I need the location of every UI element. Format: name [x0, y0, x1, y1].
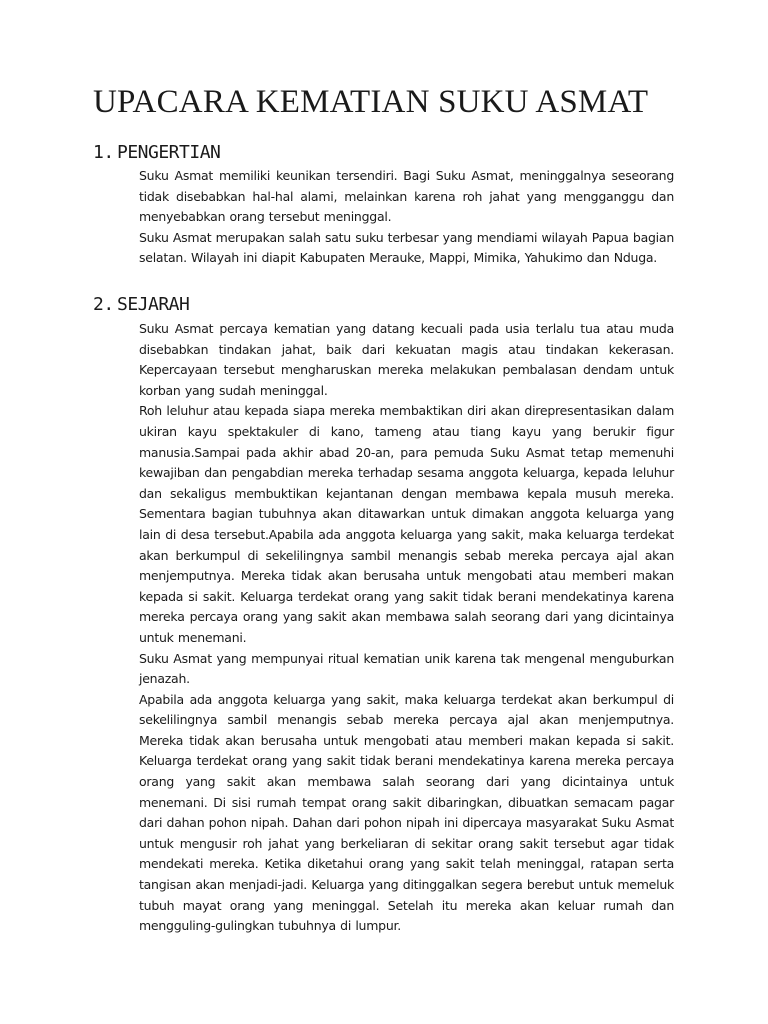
section-heading-pengertian — [93, 142, 220, 163]
section-title: PENGERTIAN — [117, 142, 221, 163]
paragraph: Suku Asmat percaya kematian yang datang kecuali pada usia terlalu tua atau muda disebabkan tindakan jahat, baik dari kekuatan magis atau tindakan kekerasan. Kepercayaan tersebut mengharuskan mereka melakukan pembalasan dendam untuk korban yang sudah meninggal. — [139, 321, 674, 398]
paragraph: Suku Asmat memiliki keunikan tersendiri. Bagi Suku Asmat, meninggalnya seseorang tidak disebabkan hal-hal alami, melainkan karena roh jahat yang mengganggu dan menyebabkan orang tersebut meninggal. — [139, 168, 674, 225]
section-heading-sejarah — [93, 294, 189, 315]
paragraph: Suku Asmat merupakan salah satu suku terbesar yang mendiami wilayah Papua bagian selatan. Wilayah ini diapit Kabupaten Merauke, Mappi, Mimika, Yahukimo dan Nduga. — [139, 229, 674, 266]
section-title: SEJARAH — [117, 294, 190, 315]
section-body-sejarah — [139, 319, 674, 937]
paragraph: Apabila ada anggota keluarga yang sakit, maka keluarga terdekat akan berkumpul di sekelilingnya sambil menangis sebab mereka percaya ajal akan menjemputnya. Mereka tidak akan berusaha untuk mengobati atau memberi makan kepada si sakit. Keluarga terdekat orang yang sakit tidak berani mendekatinya karena mereka percaya orang yang sakit akan membawa salah seorang dari yang dicintainya untuk menemani. Di sisi rumah tempat orang sakit dibaringkan, dibuatkan semacam pagar dari dahan pohon nipah. Dahan dari pohon nipah ini dipercaya masyarakat Suku Asmat untuk mengusir roh jahat yang berkeliaran di sekitar orang sakit tersebut agar tidak mendekati mereka. Ketika diketahui orang yang sakit telah meninggal, ratapan serta tangisan akan menjadi-jadi. Keluarga yang ditinggalkan segera berebut untuk memeluk tubuh mayat orang yang meninggal. Setelah itu mereka akan keluar rumah dan mengguling-gulingkan tubuhnya di lumpur. — [139, 691, 674, 934]
section-body-pengertian — [139, 166, 674, 269]
document-title: UPACARA KEMATIAN SUKU ASMAT — [93, 84, 649, 120]
section-number: 1. — [93, 142, 114, 163]
section-number: 2. — [93, 294, 114, 315]
paragraph: Suku Asmat yang mempunyai ritual kematian unik karena tak mengenal menguburkan jenazah. — [139, 650, 674, 687]
paragraph: Roh leluhur atau kepada siapa mereka membaktikan diri akan direpresentasikan dalam ukiran kayu spektakuler di kano, tameng atau tiang kayu yang berukir figur manusia.Sampai pada akhir abad 20-an, para pemuda Suku Asmat tetap memenuhi kewajiban dan pengabdian mereka terhadap sesama anggota keluarga, kepada leluhur dan sekaligus membuktikan kejantanan dengan membawa kepala musuh mereka. Sementara bagian tubuhnya akan ditawarkan untuk dimakan anggota keluarga yang lain di desa tersebut.Apabila ada anggota keluarga yang sakit, maka keluarga terdekat akan berkumpul di sekelilingnya sambil menangis sebab mereka percaya ajal akan menjemputnya. Mereka tidak akan berusaha untuk mengobati atau memberi makan kepada si sakit. Keluarga terdekat orang yang sakit tidak berani mendekatinya karena mereka percaya orang yang sakit akan membawa salah seorang dari yang dicintainya untuk menemani. — [139, 403, 674, 645]
